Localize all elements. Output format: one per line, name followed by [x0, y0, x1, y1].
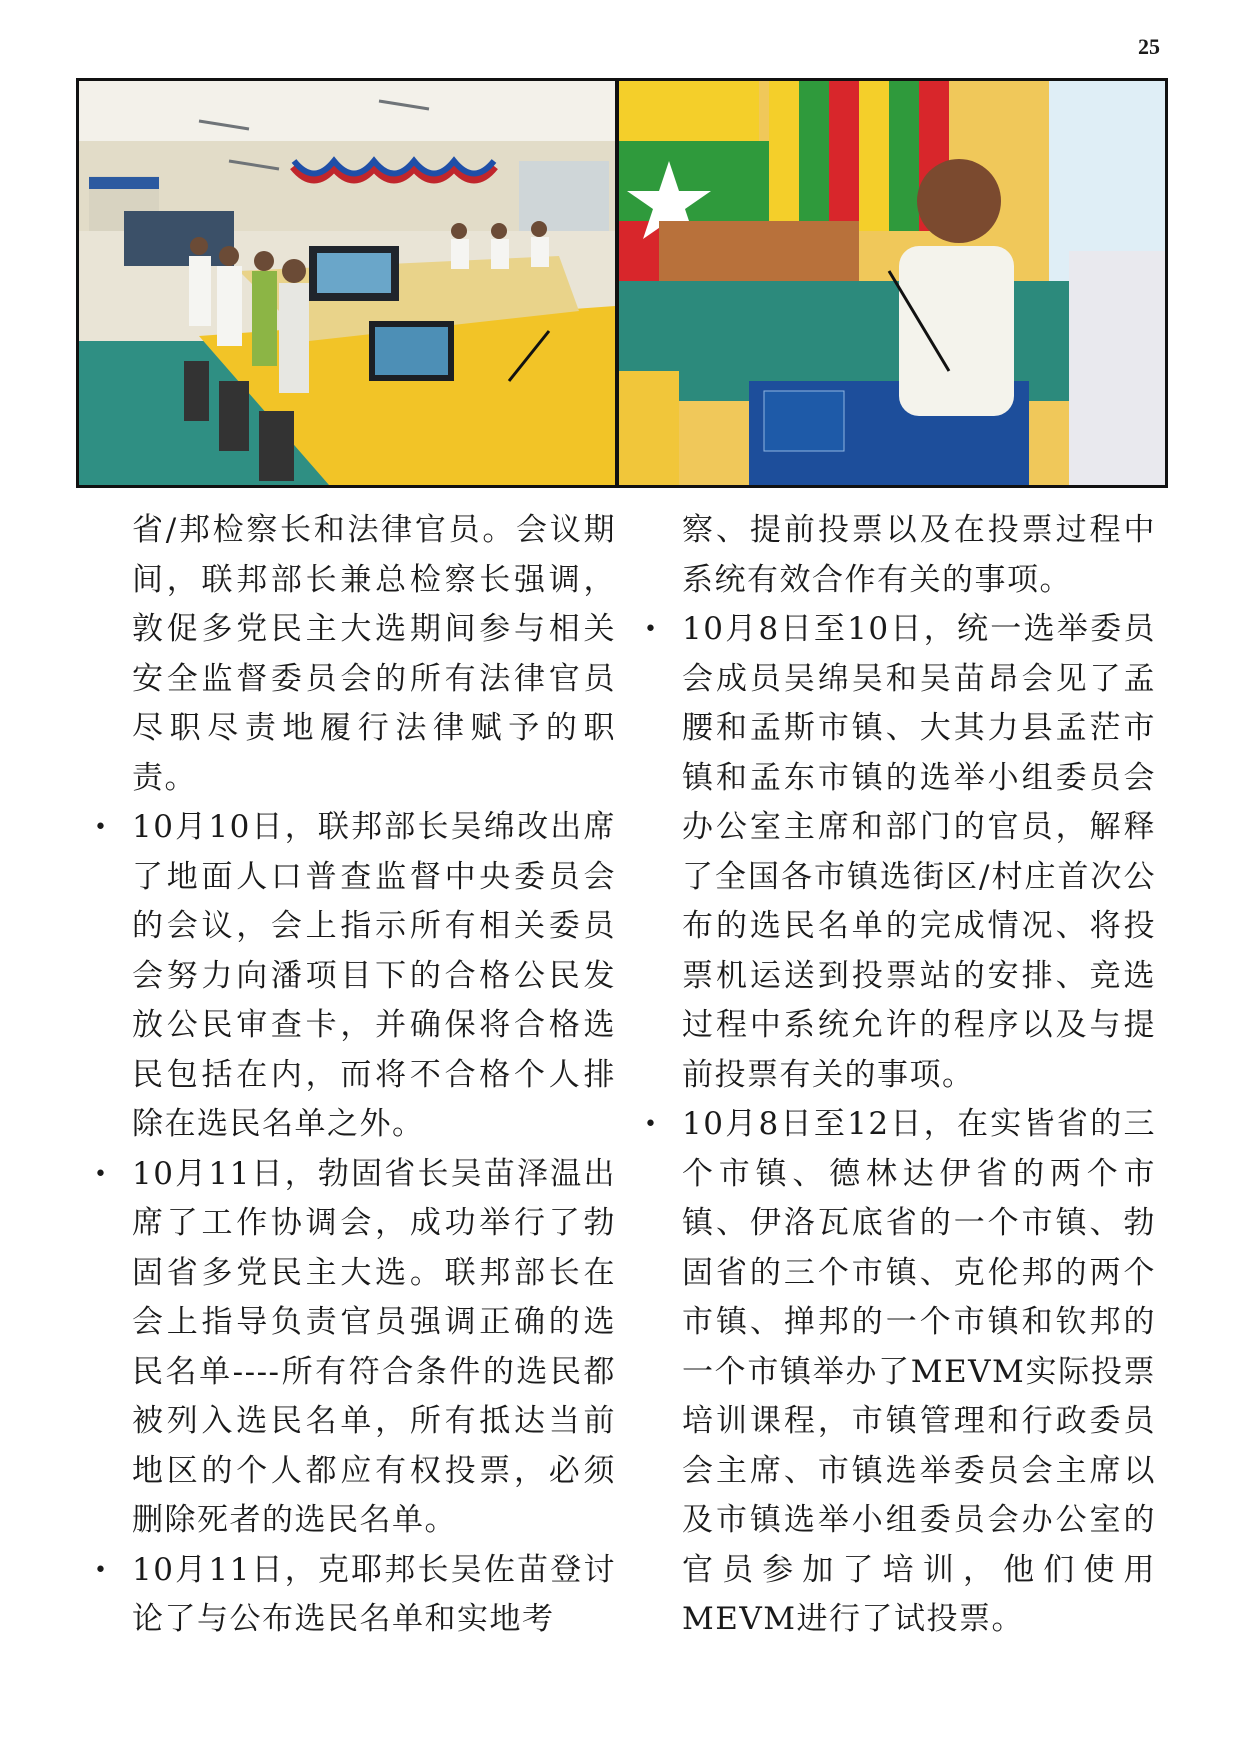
page-number: 25 [1138, 34, 1160, 59]
bullet-item [86, 803, 616, 1150]
bullet-icon: • [94, 815, 109, 840]
bullet-text: 10月8日至12日，在实皆省的三个市镇、德林达伊省的两个市镇、伊洛瓦底省的一个市镇、勃固省的三个市镇、克伦邦的两个市镇、掸邦的一个市镇和钦邦的一个市镇举办了MEVM实际投票培训课程，市镇管理和行政委员会主席、市镇选举委员会主席以及市镇选举小组委员会办公室的官员参加了培训，他们使用MEVM进行了试投票。 [682, 1106, 1156, 1637]
meeting-room-photo [79, 81, 615, 485]
bullet-text: 10月8日至10日，统一选举委员会成员吴绵吴和吴苗昂会见了孟腰和孟斯市镇、大其力县孟茫市镇和孟东市镇的选举小组委员会办公室主席和部门的官员，解释了全国各市镇选街区/村庄首次公布的选民名单的完成情况、将投票机运送到投票站的安排、竞选过程中系统允许的程序以及与提前投票有关的事项。 [682, 611, 1156, 1093]
bullet-item [636, 1100, 1156, 1645]
left-text-column [86, 506, 616, 1645]
paragraph-text: 省/邦检察长和法律官员。会议期间，联邦部长兼总检察长强调，敦促多党民主大选期间参与相关安全监督委员会的所有法律官员尽职尽责地履行法律赋予的职责。 [132, 512, 616, 796]
speaker-at-podium-photo [619, 81, 1165, 485]
bullet-item [86, 1150, 616, 1546]
bullet-text: 10月10日，联邦部长吴绵改出席了地面人口普查监督中央委员会的会议，会上指示所有相关委员会努力向潘项目下的合格公民发放公民审查卡，并确保将合格选民包括在内，而将不合格个人排除在选民名单之外。 [132, 809, 616, 1142]
bullet-icon: • [644, 1112, 659, 1137]
bullet-text: 10月11日，克耶邦长吴佐苗登讨论了与公布选民名单和实地考 [132, 1551, 616, 1637]
photo-strip [76, 78, 1168, 488]
paragraph-text: 察、提前投票以及在投票过程中系统有效合作有关的事项。 [682, 512, 1156, 598]
paragraph-continuation [636, 506, 1156, 605]
bullet-icon: • [94, 1557, 109, 1583]
bullet-icon: • [94, 1161, 109, 1187]
bullet-item [636, 605, 1156, 1100]
bullet-icon: • [644, 617, 659, 642]
bullet-item [86, 1546, 616, 1645]
bullet-text: 10月11日，勃固省长吴苗泽温出席了工作协调会，成功举行了勃固省多党民主大选。联邦部长在会上指导负责官员强调正确的选民名单----所有符合条件的选民都被列入选民名单，所有抵达当前地区的个人都应有权投票，必须删除死者的选民名单。 [132, 1155, 616, 1538]
right-text-column [636, 506, 1156, 1645]
paragraph-continuation [86, 506, 616, 803]
